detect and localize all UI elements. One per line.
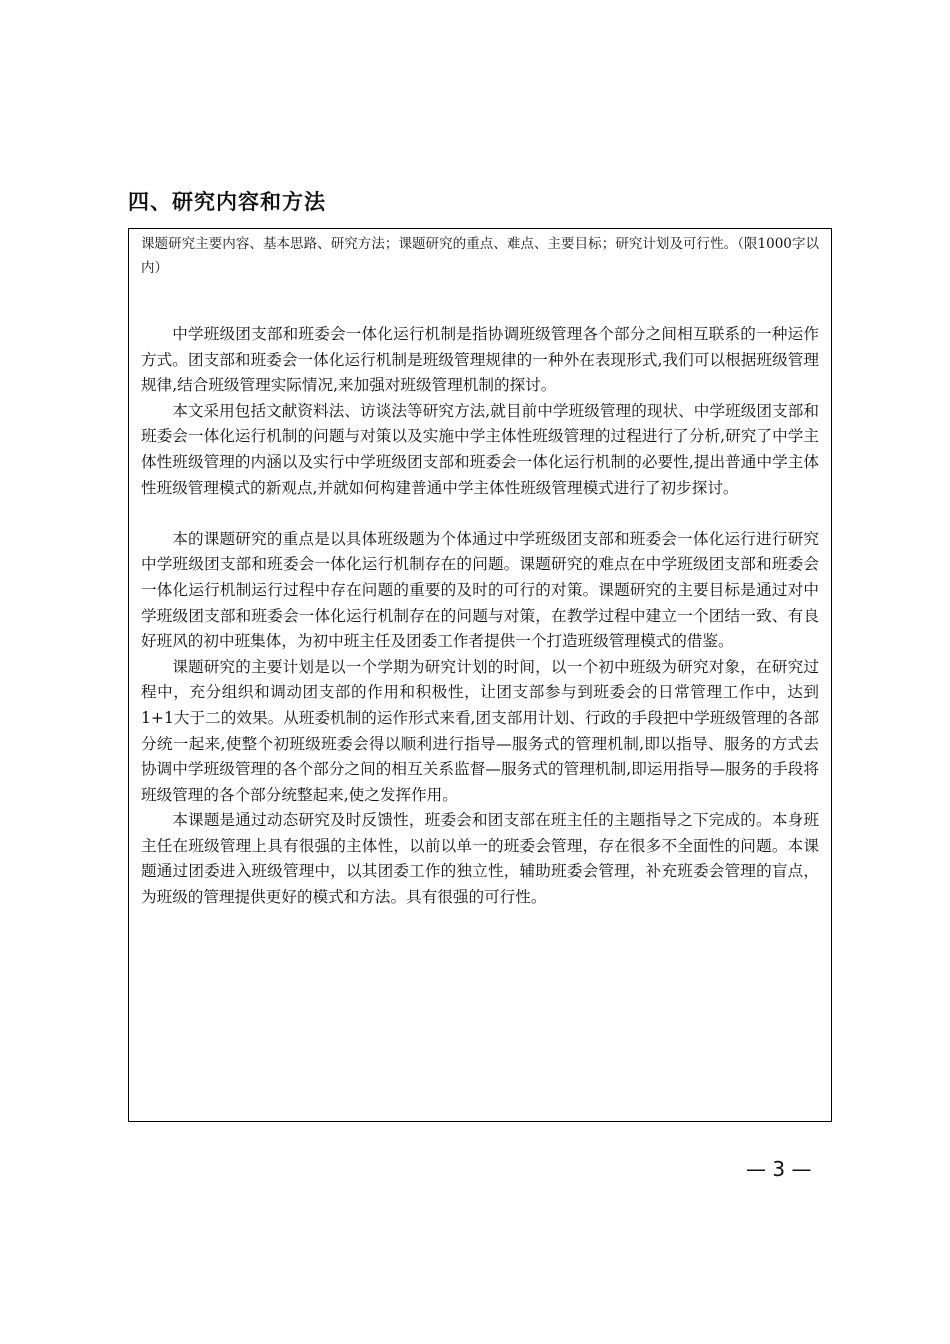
paragraph-feasibility: 本课题是通过动态研究及时反馈性，班委会和团支部在班主任的主题指导之下完成的。本身班主任在班级管理上具有很强的主体性，以前以单一的班委会管理，存在很多不全面性的问题。本课题通过团委进入班级管理中，以其团委工作的独立性，辅助班委会管理，补充班委会管理的盲点，为班级的管理提供更好的模式和方法。具有很强的可行性。 bbox=[141, 811, 819, 907]
paragraph-definition: 中学班级团支部和班委会一体化运行机制是指协调班级管理各个部分之间相互联系的一种运作方式。团支部和班委会一体化运行机制是班级管理规律的一种外在表现形式,我们可以根据班级管理规律,结合班级管理实际情况,来加强对班级管理机制的探讨。 bbox=[141, 325, 819, 395]
box-instructions: 课题研究主要内容、基本思路、研究方法；课题研究的重点、难点、主要目标；研究计划及可行性。（限1000字以内） bbox=[141, 236, 819, 276]
paragraph-gap bbox=[141, 501, 819, 527]
box-body bbox=[129, 280, 831, 911]
paragraph-plan: 课题研究的主要计划是以一个学期为研究计划的时间，以一个初中班级为研究对象，在研究过程中，充分组织和调动团支部的作用和积极性，让团支部参与到班委会的日常管理工作中，达到1+1大于二的效果。从班委机制的运作形式来看,团支部用计划、行政的手段把中学班级管理的各部分统一起来,使整个初班级班委会得以顺利进行指导—服务式的管理机制,即以指导、服务的方式去协调中学班级管理的各个部分之间的相互关系监督—服务式的管理机制,即运用指导—服务的手段将班级管理的各个部分统整起来,使之发挥作用。 bbox=[141, 657, 819, 804]
content-box bbox=[128, 228, 832, 1122]
paragraph-methods: 本文采用包括文献资料法、访谈法等研究方法,就目前中学班级管理的现状、中学班级团支部和班委会一体化运行机制的问题与对策以及实施中学主体性班级管理的过程进行了分析,研究了中学主体性班级管理的内涵以及实行中学班级团支部和班委会一体化运行机制的必要性,提出普通中学主体性班级管理模式的新观点,并就如何构建普通中学主体性班级管理模式进行了初步探讨。 bbox=[141, 401, 819, 497]
section-title: 四、研究内容和方法 bbox=[128, 190, 326, 214]
page-number: — 3 — bbox=[746, 1157, 812, 1181]
paragraph-focus-goals: 本的课题研究的重点是以具体班级题为个体通过中学班级团支部和班委会一体化运行进行研究中学班级团支部和班委会一体化运行机制存在的问题。课题研究的难点在中学班级团支部和班委会一体化运行机制运行过程中存在问题的重要的及时的可行的对策。课题研究的主要目标是通过对中学班级团支部和班委会一体化运行机制存在的问题与对策，在教学过程中建立一个团结一致、有良好班风的初中班集体，为初中班主任及团委工作者提供一个打造班级管理模式的借鉴。 bbox=[141, 529, 819, 651]
